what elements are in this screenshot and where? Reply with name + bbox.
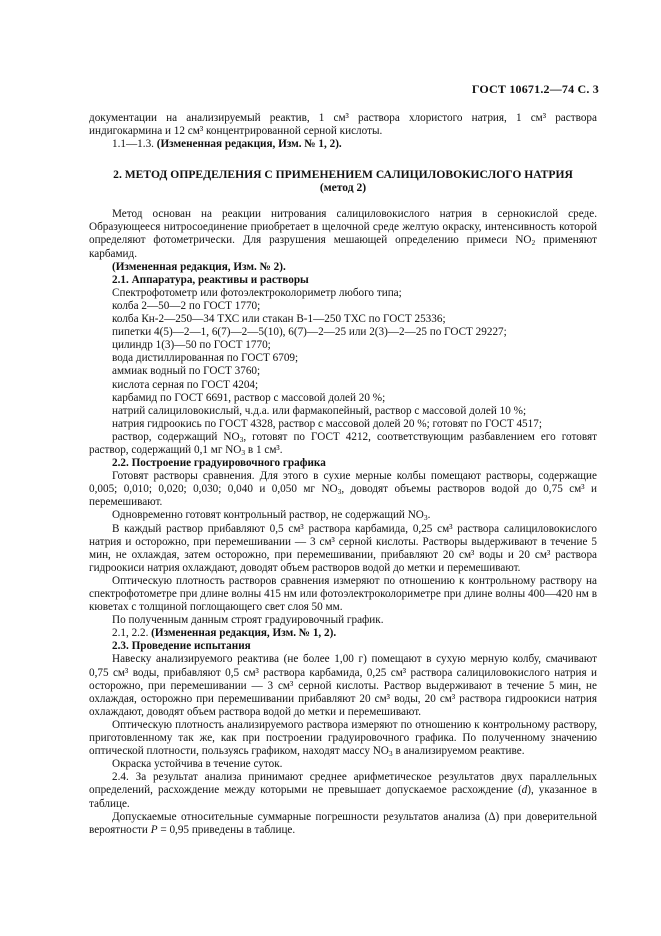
list-item: колба Кн-2—250—34 ТХС или стакан В-1—250 ТХС по ГОСТ 25336; <box>112 313 446 326</box>
control-solution-paragraph: Одновременно готовят контрольный раствор, не содержащий $NO_3$. <box>112 509 431 523</box>
subsection-2-1-title: 2.1. Аппаратура, реактивы и растворы <box>112 273 309 286</box>
list-item: вода дистиллированная по ГОСТ 6709; <box>112 352 299 365</box>
result-paragraph: 2.4. За результат анализа принимают среднее арифметическое результатов двух параллельных определений, расхождение между которыми не превышает допускаемое расхождение (d), указанное в таблице. <box>89 771 597 810</box>
method-description: Метод основан на реакции нитрования салициловокислого натрия в сернокислой среде. Образующееся нитросоединение приобретает в щелочной среде желтую окраску, интенсивность которой определяют фотометрически. Для разрушения мешающей определению примеси $NO_2$ применяют карбамид. <box>89 208 597 260</box>
reagent-addition-paragraph: В каждый раствор прибавляют 0,5 см³ раствора карбамида, 0,25 см³ раствора салициловокислого натрия и осторожно, при перемешивании — 3 см³ серной кислоты. Растворы выдерживают в течение 5 мин, не охлаждая, затем осторожно, при перемешивании, прибавляют 20 см³ воды и 20 см³ раствора гидроокиси натрия охлаждают, доводят объем растворов водой до метки и перемешивают. <box>89 522 597 574</box>
section-subtitle: (метод 2) <box>319 181 367 195</box>
intro-paragraph: документации на анализируемый реактив, 1 см³ раствора хлористого натрия, 1 см³ раствора индигокармина и 12 см³ концентрированной серной кислоты. <box>89 112 597 138</box>
list-item: карбамид по ГОСТ 6691, раствор с массовой долей 20 %; <box>112 391 386 404</box>
subsection-2-2-title: 2.2. Построение градуировочного графика <box>112 457 326 470</box>
subsection-2-2-note: 2.1, 2.2. (Измененная редакция, Изм. № 1, 2). <box>112 627 337 640</box>
intro-note: 1.1—1.3. (Измененная редакция, Изм. № 1, 2). <box>112 138 342 151</box>
section-2-title <box>89 168 597 194</box>
list-item: цилиндр 1(3)—50 по ГОСТ 1770; <box>112 339 271 352</box>
stability-paragraph: Окраска устойчива в течение суток. <box>112 758 283 771</box>
list-item: колба 2—50—2 по ГОСТ 1770; <box>112 299 261 312</box>
graph-paragraph: По полученным данным строят градуировочный график. <box>112 614 384 627</box>
optical-density-paragraph: Оптическую плотность растворов сравнения измеряют по отношению к контрольному раствору на спектрофотометре при длине волны 415 нм или фотоэлектроколориметре при длине волны 400—420 нм в кюветах с толщиной поглощающего свет слоя 50 мм. <box>89 574 597 614</box>
list-item: аммиак водный по ГОСТ 3760; <box>112 365 261 378</box>
page-header: ГОСТ 10671.2—74 С. 3 <box>471 82 599 96</box>
list-item: пипетки 4(5)—2—1, 6(7)—2—5(10), 6(7)—2—25 или 2(3)—2—25 по ГОСТ 29227; <box>112 326 507 339</box>
calibration-paragraph: Готовят растворы сравнения. Для этого в сухие мерные колбы помещают растворы, содержащие 0,005; 0,010; 0,020; 0,030; 0,040 и 0,050 мг $NO_3$, доводят объемы растворов водой до 0,75 см³ и перемешивают. <box>89 470 598 509</box>
measurement-paragraph: Оптическую плотность анализируемого раствора измеряют по отношению к контрольному раствору, приготовленному так же, как при построении градуировочного графика. По полученному значению оптической плотности, пользуясь графиком, находят массу $NO_3$ в анализируемом реактиве. <box>89 718 597 759</box>
error-paragraph: Допускаемые относительные суммарные погрешности результатов анализа (Δ) при доверительной вероятности P = 0,95 приведены в таблице. <box>89 810 597 836</box>
equipment-list <box>89 287 597 431</box>
list-item: кислота серная по ГОСТ 4204; <box>112 378 259 391</box>
list-item: Спектрофотометр или фотоэлектроколориметр любого типа; <box>112 286 402 299</box>
list-item: раствор, содержащий $NO_3$, готовят по ГОСТ 4212, соответствующим разбавлением его готовят раствор, содержащий 0,1 мг $NO_3$ в 1 см³. <box>89 430 597 457</box>
test-procedure-paragraph: Навеску анализируемого реактива (не более 1,00 г) помещают в сухую мерную колбу, смачивают 0,75 см³ воды, прибавляют 0,5 см³ раствора карбамида, 0,25 см³ раствора салициловокислого натрия и осторожно, при перемешивании — 3 см³ серной кислоты. Раствор выдерживают в течение 5 мин, не охлаждая, осторожно при перемешивании прибавляют 20 см³ воды, 20 см³ раствора гидроокиси натрия охлаждают, доводят объем раствора водой до метки и перемешивают. <box>89 653 597 718</box>
subsection-2-3-title: 2.3. Проведение испытания <box>112 640 251 653</box>
list-item: натрия гидроокись по ГОСТ 4328, раствор с массовой долей 20 %; готовят по ГОСТ 4517; <box>112 417 542 430</box>
method-note: (Измененная редакция, Изм. № 2). <box>112 260 286 273</box>
page-content <box>89 112 597 837</box>
section-title-text: 2. МЕТОД ОПРЕДЕЛЕНИЯ С ПРИМЕНЕНИЕМ САЛИЦИЛОВОКИСЛОГО НАТРИЯ <box>113 168 573 182</box>
list-item: натрий салициловокислый, ч.д.а. или фармакопейный, раствор с массовой долей 10 %; <box>112 404 527 417</box>
